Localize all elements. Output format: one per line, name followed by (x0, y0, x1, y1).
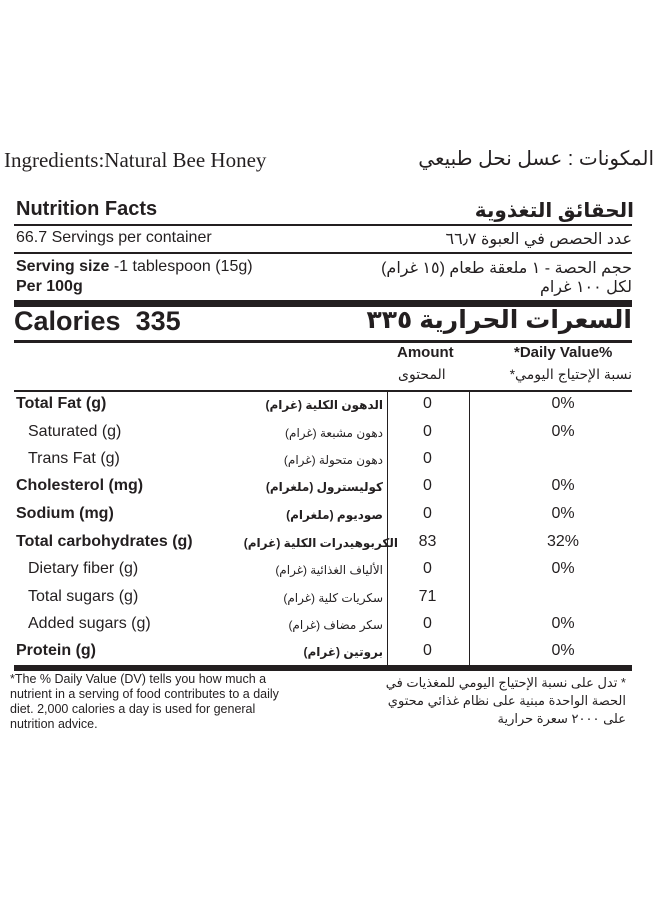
nutrient-total-sugars-amount: 71 (418, 588, 437, 605)
servings-rule (14, 252, 632, 254)
footnote-ar-line-1: * تدل على نسبة الإحتياج اليومي للمغذيات في (385, 675, 626, 690)
nutrient-protein-ar: بروتين (غرام) (303, 645, 383, 659)
nutrient-cholesterol: Cholesterol (mg) (16, 477, 144, 494)
nutrient-saturated-ar: دهون مشبعة (غرام) (285, 426, 383, 440)
ingredients-en: Ingredients:Natural Bee Honey (4, 148, 267, 172)
nutrient-total-fat: Total Fat (g) (16, 395, 107, 412)
calories-ar: السعرات الحرارية ٣٣٥ (366, 306, 632, 334)
nutrient-cholesterol-amount: 0 (423, 477, 432, 494)
amount-header: Amount (397, 344, 454, 361)
nutrition-facts-title: Nutrition Facts (16, 198, 158, 220)
column-divider-right (469, 390, 470, 668)
nutrient-total-fat-amount: 0 (423, 395, 432, 412)
per-100g: Per 100g (16, 278, 83, 295)
nutrient-added-sugars-dv: 0% (551, 615, 575, 632)
footnote-en: *The % Daily Value (DV) tells you how much a nutrient in a serving of food contributes to a daily diet. 2,000 calories a day is used for general nutrition advice. (10, 672, 279, 731)
nutrient-added-sugars-ar: سكر مضاف (غرام) (288, 618, 383, 632)
nutrient-dietary-fiber: Dietary fiber (g) (28, 560, 139, 577)
nutrient-saturated: Saturated (g) (28, 423, 122, 440)
nutrient-total-fat-ar: الدهون الكلية (غرام) (265, 398, 383, 412)
thick-rule-bottom (14, 665, 632, 671)
title-rule (14, 224, 632, 226)
daily-value-header: *Daily Value% (514, 344, 613, 361)
nutrient-cholesterol-ar: كوليسترول (ملغرام) (265, 480, 383, 494)
footnote-ar-line-3: على ٢٠٠٠ سعرة حرارية (497, 711, 626, 726)
nutrient-cholesterol-dv: 0% (551, 477, 575, 494)
per-100g-ar: لكل ١٠٠ غرام (539, 279, 632, 296)
nutrient-total-carbohydrates-dv: 32% (546, 533, 580, 550)
serving-size-ar: حجم الحصة - ١ ملعقة طعام (١٥ غرام) (381, 260, 632, 277)
nutrient-trans-fat-amount: 0 (423, 450, 432, 467)
calories-label: Calories (14, 306, 121, 336)
nutrient-total-sugars: Total sugars (g) (28, 588, 139, 605)
nutrient-sodium-dv: 0% (551, 505, 575, 522)
nutrient-dietary-fiber-ar: الألياف الغذائية (غرام) (275, 563, 383, 577)
header-rule (14, 390, 632, 392)
nutrient-protein: Protein (g) (16, 642, 96, 659)
daily-value-header-ar: نسبة الإحتياج اليومي* (509, 366, 632, 382)
nutrient-saturated-dv: 0% (551, 423, 575, 440)
nutrient-total-carbohydrates-amount: 83 (418, 533, 437, 550)
nutrient-dietary-fiber-dv: 0% (551, 560, 575, 577)
nutrition-facts-title-ar: الحقائق التغذوية (474, 200, 634, 222)
calories (14, 306, 181, 337)
nutrient-total-sugars-ar: سكريات كلية (غرام) (283, 591, 383, 605)
nutrient-total-fat-dv: 0% (551, 395, 575, 412)
calories-value: 335 (135, 306, 181, 336)
nutrient-sodium-ar: صوديوم (ملغرام) (286, 508, 383, 522)
servings-per-container-ar: عدد الحصص في العبوة ٦٦٫٧ (445, 231, 632, 248)
column-divider-left (387, 390, 388, 668)
footnote-ar (386, 674, 626, 728)
nutrient-sodium: Sodium (mg) (16, 505, 114, 522)
nutrient-added-sugars: Added sugars (g) (28, 615, 151, 632)
nutrient-trans-fat-ar: دهون متحولة (غرام) (283, 453, 383, 467)
nutrient-added-sugars-amount: 0 (423, 615, 432, 632)
nutrient-total-carbohydrates-ar: الكربوهيدرات الكلية (غرام) (243, 536, 398, 550)
calories-rule (14, 340, 632, 343)
ingredients-ar: المكونات : عسل نحل طبيعي (418, 148, 654, 170)
nutrient-protein-dv: 0% (551, 642, 575, 659)
nutrient-saturated-amount: 0 (423, 423, 432, 440)
nutrient-dietary-fiber-amount: 0 (423, 560, 432, 577)
nutrient-trans-fat: Trans Fat (g) (28, 450, 120, 467)
nutrient-total-carbohydrates: Total carbohydrates (g) (16, 533, 193, 550)
serving-size-value: -1 tablespoon (15g) (109, 258, 253, 275)
amount-header-ar: المحتوى (398, 366, 446, 382)
nutrient-protein-amount: 0 (423, 642, 432, 659)
serving-size (16, 258, 253, 276)
servings-per-container: 66.7 Servings per container (16, 229, 212, 246)
nutrient-sodium-amount: 0 (423, 505, 432, 522)
serving-size-label: Serving size (16, 258, 110, 275)
footnote-ar-line-2: الحصة الواحدة مبنية على نظام غذائي محتوي (387, 693, 626, 708)
